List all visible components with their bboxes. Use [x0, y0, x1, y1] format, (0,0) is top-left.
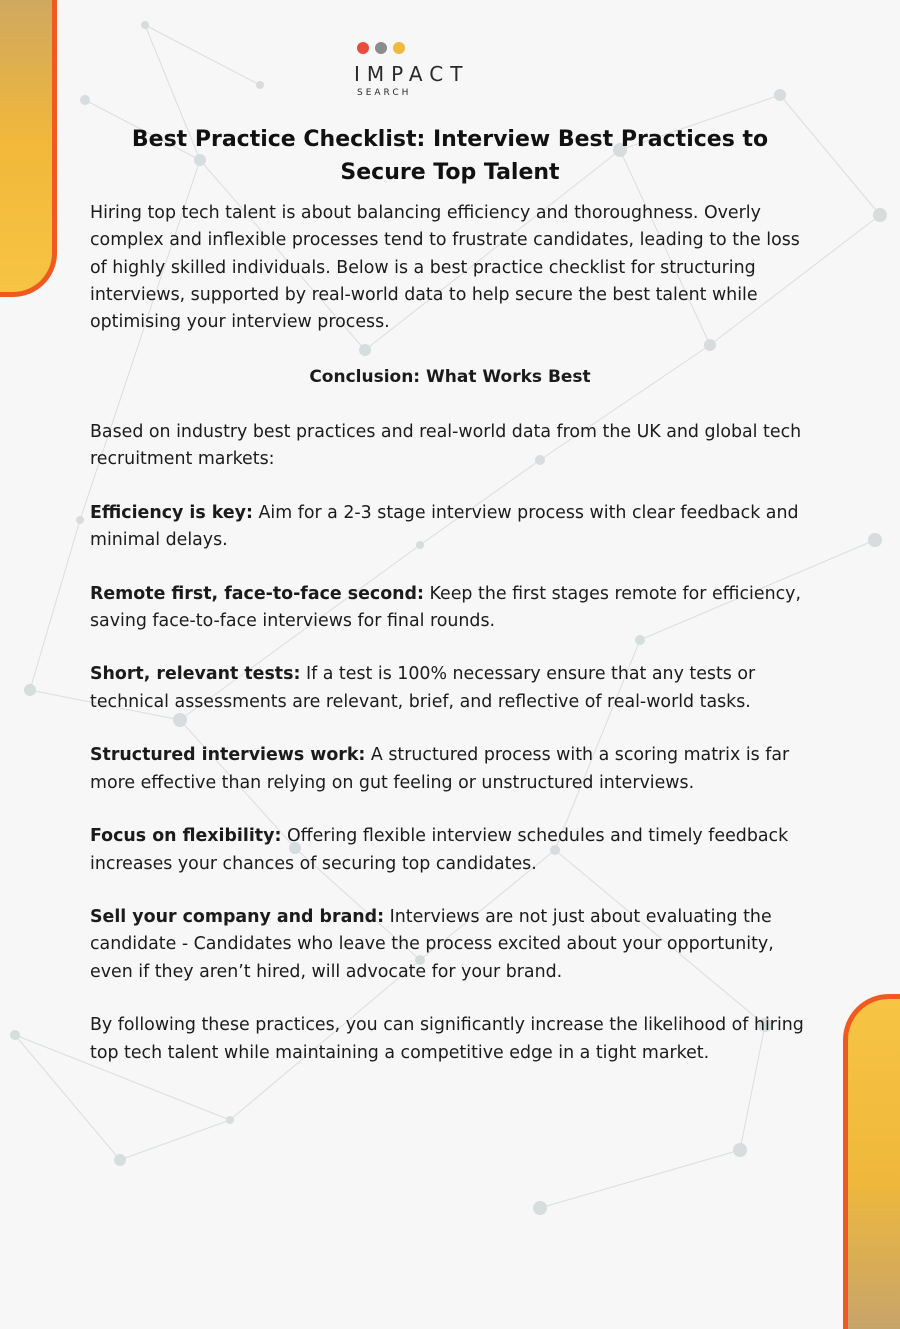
checklist-item-title: Efficiency is key: [90, 502, 253, 523]
checklist-item-text: Interviews are not just about evaluating the candidate - Candidates who leave the process excited about your opportunity, even if they aren’t hired, will advocate for your brand. [90, 907, 774, 982]
checklist-item-text: A structured process with a scoring matrix is far more effective than relying on gut feeling or unstructured interviews. [90, 745, 790, 793]
decorative-tab-top-left [0, 0, 57, 297]
checklist-item-title: Focus on flexibility: [90, 826, 282, 847]
checklist-item [90, 904, 810, 986]
intro-paragraph: Hiring top tech talent is about balancing efficiency and thoroughness. Overly complex and inflexible processes tend to frustrate candidates, leading to the loss of highly skilled individuals. Below is a best practice checklist for structuring interviews, supported by real-world data to help secure the best talent while optimising your interview process. [90, 203, 800, 333]
checklist-item-text: If a test is 100% necessary ensure that any tests or technical assessments are relevant, brief, and reflective of real-world tasks. [90, 664, 756, 712]
checklist-item [90, 500, 810, 555]
logo-dot-red [357, 42, 369, 54]
checklist-item-text: Keep the first stages remote for efficiency, saving face-to-face interviews for final rounds. [90, 583, 801, 631]
checklist-item [90, 823, 810, 878]
checklist-item-title: Short, relevant tests: [90, 664, 301, 685]
checklist-item-title: Sell your company and brand: [90, 907, 385, 928]
logo-dot-yellow [393, 42, 405, 54]
checklist-item-text: Offering flexible interview schedules and timely feedback increases your chances of securing top candidates. [90, 826, 789, 874]
logo-wordmark: IMPACT [354, 62, 470, 86]
checklist-item-title: Structured interviews work: [90, 745, 366, 766]
page-title: Best Practice Checklist: Interview Best Practices to Secure Top Talent [131, 126, 769, 185]
checklist-item-text: Aim for a 2-3 stage interview process with clear feedback and minimal delays. [90, 502, 799, 550]
document-body [90, 200, 810, 1093]
checklist-item-title: Remote first, face-to-face second: [90, 583, 424, 604]
logo-tagline: SEARCH [357, 88, 412, 98]
section-heading: Conclusion: What Works Best [309, 367, 591, 388]
checklist-item [90, 742, 810, 797]
impact-search-logo [340, 40, 500, 102]
lead-in-paragraph: Based on industry best practices and real-world data from the UK and global tech recruitment markets: [90, 421, 802, 470]
checklist-item [90, 581, 810, 636]
logo-dot-grey [375, 42, 387, 54]
closing-paragraph: By following these practices, you can significantly increase the likelihood of hiring top tech talent while maintaining a competitive edge in a tight market. [90, 1015, 804, 1063]
decorative-tab-bottom-right [843, 994, 900, 1329]
checklist-item [90, 661, 810, 716]
logo-dots [357, 40, 417, 56]
